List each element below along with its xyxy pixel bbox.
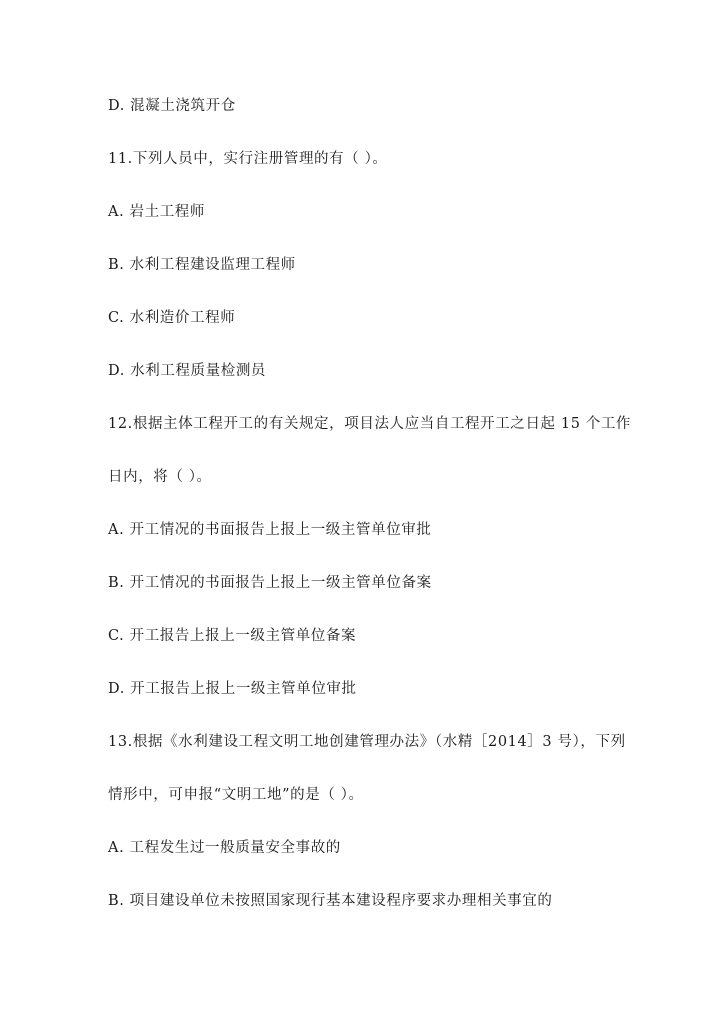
q11-option-c: C. 水利造价工程师: [108, 310, 236, 326]
q13-stem-line1: 13.根据《水利建设工程文明工地创建管理办法》（水精［2014］3 号），下列: [108, 734, 626, 750]
q12-stem-line2: 日内，将（ ）。: [108, 469, 212, 485]
q11-option-d: D. 水利工程质量检测员: [108, 363, 267, 379]
q12-stem-line1: 12.根据主体工程开工的有关规定，项目法人应当自工程开工之日起 15 个工作: [108, 416, 632, 432]
q13-stem-line2: 情形中，可申报“文明工地”的是（ ）。: [108, 787, 364, 803]
q12-option-a: A. 开工情况的书面报告上报上一级主管单位审批: [108, 522, 432, 538]
q13-option-b: B. 项目建设单位未按照国家现行基本建设程序要求办理相关事宜的: [108, 893, 553, 909]
q13-option-a: A. 工程发生过一般质量安全事故的: [108, 840, 341, 856]
q12-option-d: D. 开工报告上报上一级主管单位审批: [108, 681, 357, 697]
q11-option-a: A. 岩土工程师: [108, 204, 205, 220]
q12-option-b: B. 开工情况的书面报告上报上一级主管单位备案: [108, 575, 432, 591]
q12-option-c: C. 开工报告上报上一级主管单位备案: [108, 628, 357, 644]
q10-option-d: D. 混凝土浇筑开仓: [108, 98, 236, 114]
q11-stem: 11.下列人员中，实行注册管理的有（ ）。: [108, 151, 388, 167]
q11-option-b: B. 水利工程建设监理工程师: [108, 257, 296, 273]
